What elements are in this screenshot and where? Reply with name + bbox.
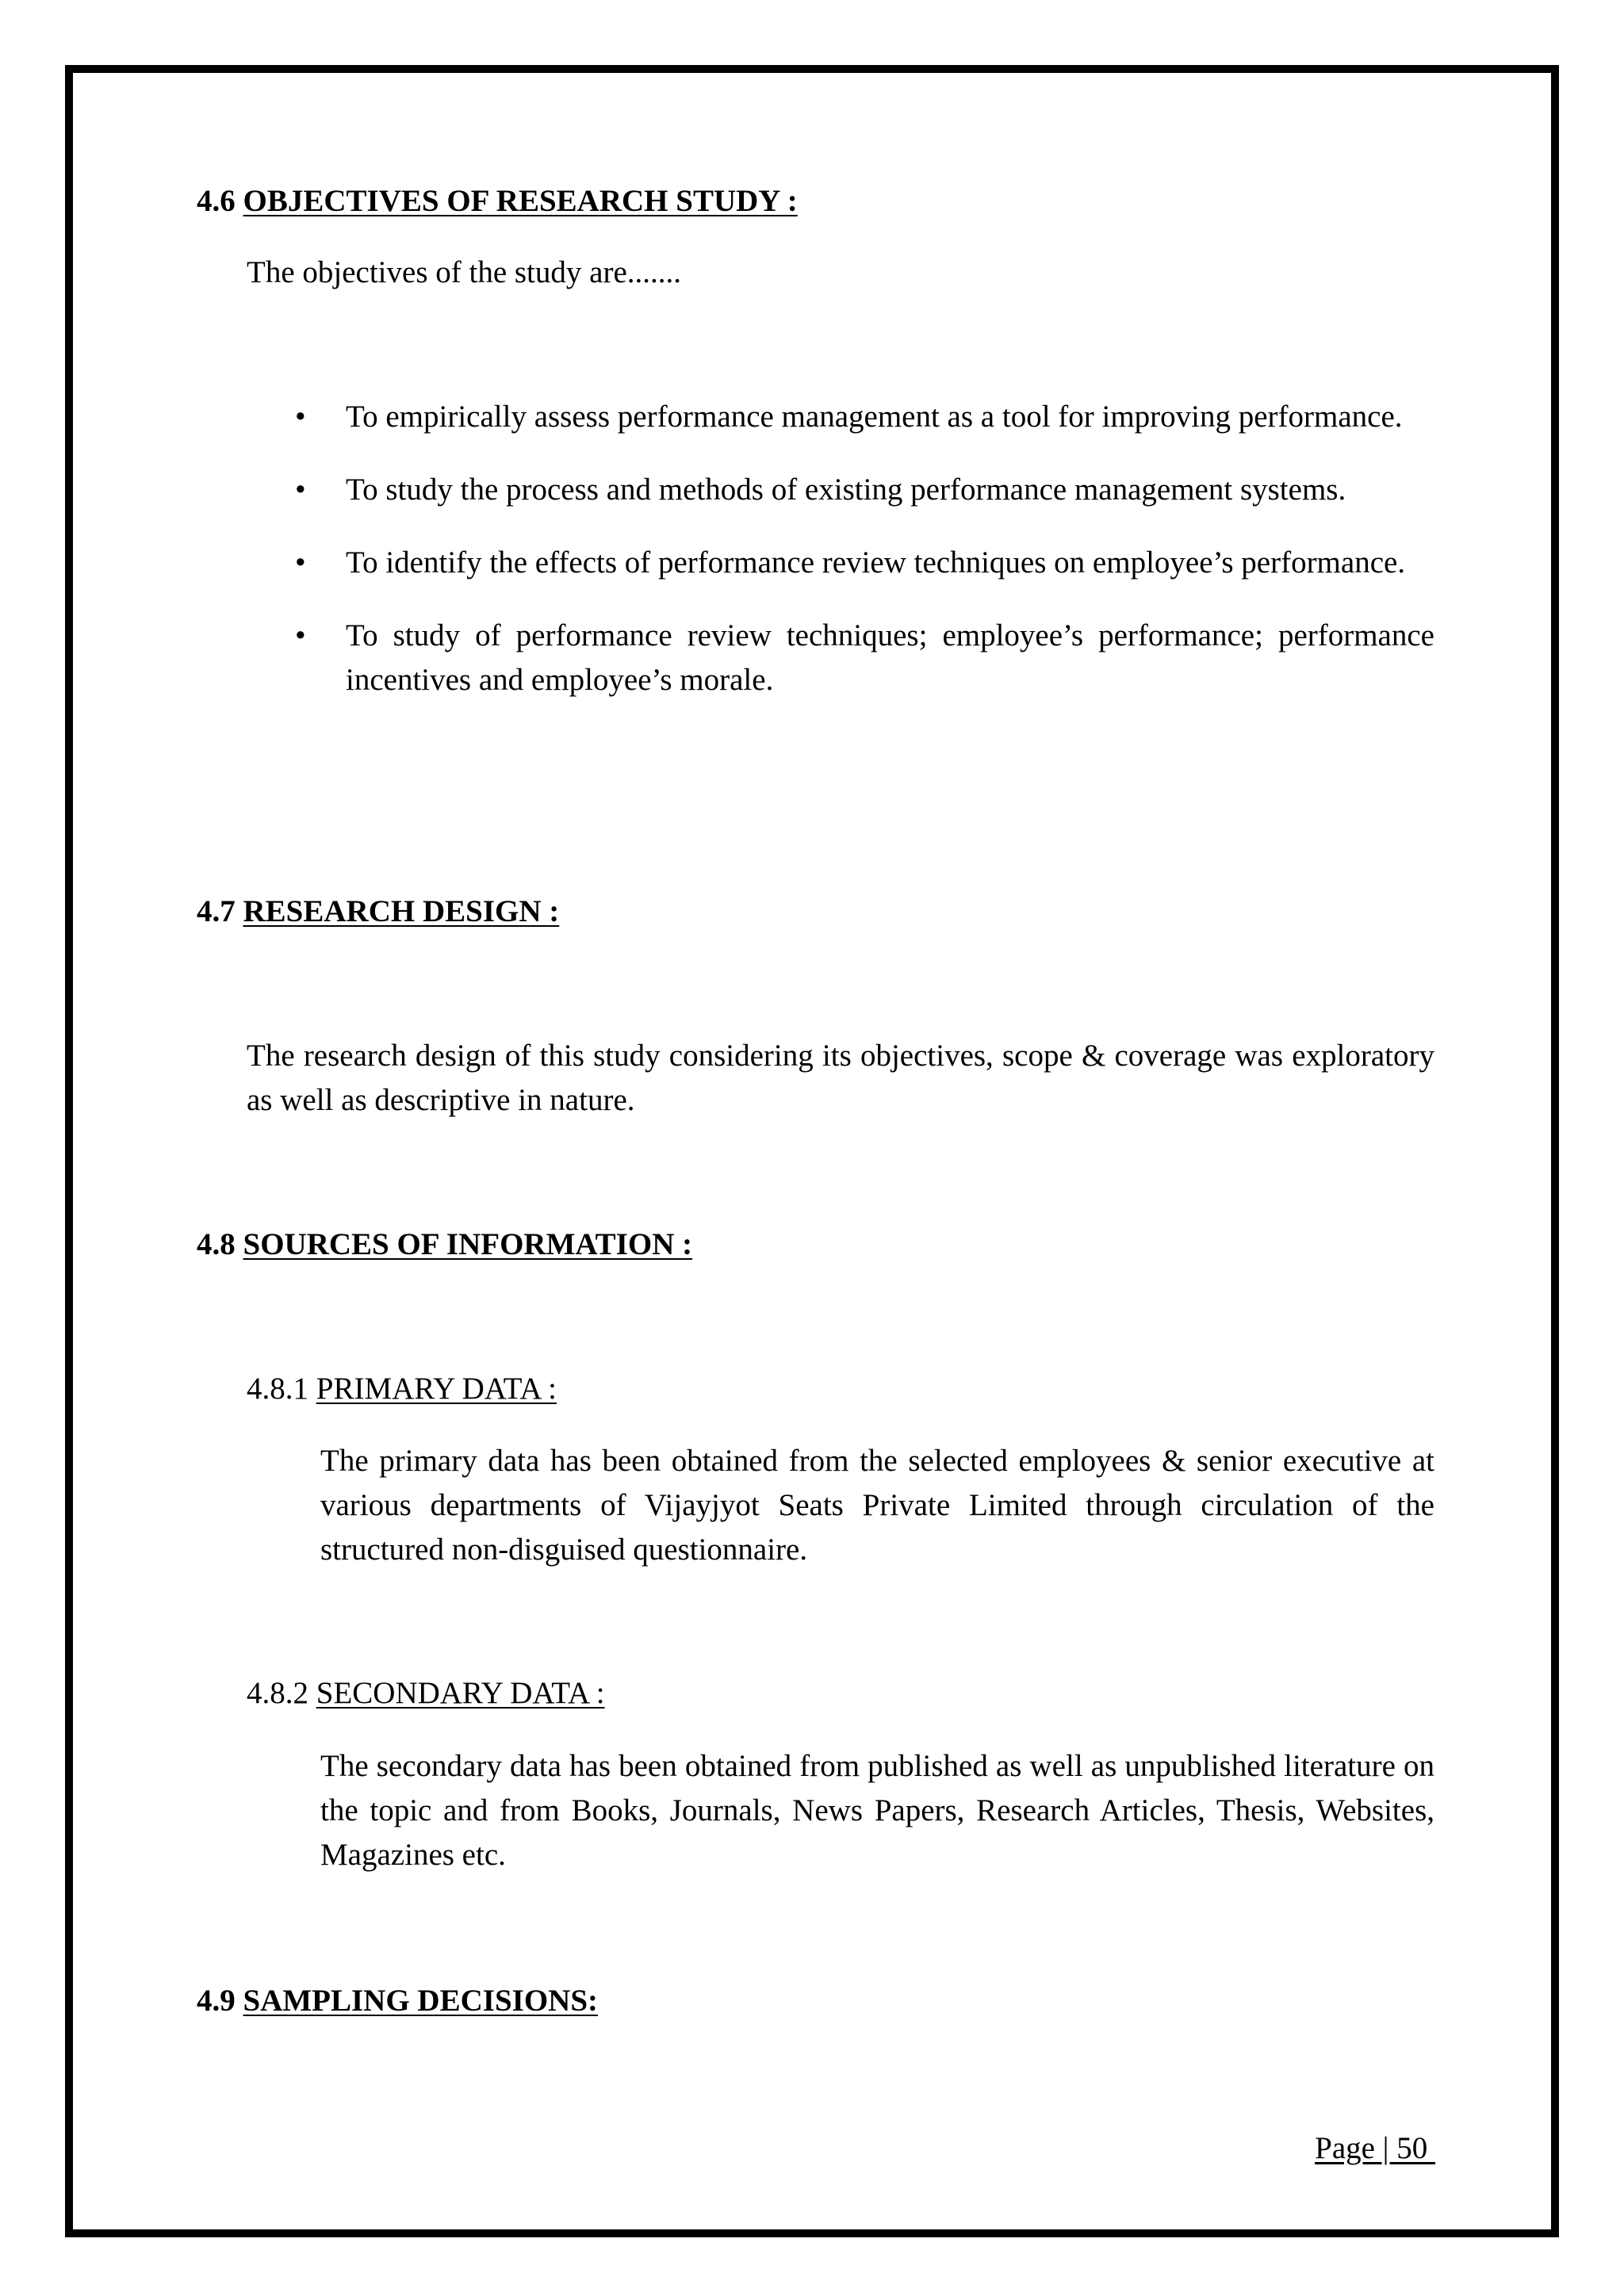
- section-heading-4-7: [197, 890, 559, 934]
- section-title: SOURCES OF INFORMATION :: [243, 1227, 693, 1261]
- section-title: OBJECTIVES OF RESEARCH STUDY :: [243, 184, 798, 218]
- subsection-title: PRIMARY DATA :: [316, 1372, 557, 1406]
- section-heading-4-8: [197, 1223, 692, 1267]
- objectives-intro: The objectives of the study are.......: [247, 255, 681, 289]
- bullet-icon: •: [295, 545, 306, 580]
- section-number: 4.9: [197, 1984, 236, 2018]
- subsection-title: SECONDARY DATA :: [316, 1676, 605, 1710]
- section-title: RESEARCH DESIGN :: [243, 894, 560, 928]
- section-number: 4.6: [197, 184, 236, 218]
- bullet-icon: •: [295, 400, 306, 434]
- section-number: 4.7: [197, 894, 236, 928]
- list-item: • To empirically assess performance management as a tool for improving performance.: [295, 395, 1434, 439]
- list-item: • To study the process and methods of existing performance management systems.: [295, 468, 1434, 512]
- research-design-body: The research design of this study considering its objectives, scope & coverage was exploratory as well as descriptive in nature.: [247, 1039, 1434, 1117]
- subsection-number: 4.8.2: [247, 1676, 308, 1710]
- page-number: Page | 50: [1315, 2131, 1435, 2165]
- page-border: [65, 65, 1559, 2237]
- list-item: • To study of performance review techniques; employee’s performance; performance incentives and employee’s morale.: [295, 614, 1434, 702]
- subsection-heading-4-8-2: [247, 1671, 605, 1716]
- subsection-number: 4.8.1: [247, 1372, 308, 1406]
- secondary-data-body: The secondary data has been obtained from published as well as unpublished literature on the topic and from Books, Journals, News Papers, Research Articles, Thesis, Websites, Magazines etc.: [320, 1749, 1434, 1872]
- section-heading-4-6: [197, 179, 798, 224]
- list-item: • To identify the effects of performance review techniques on employee’s performance.: [295, 541, 1434, 585]
- bullet-icon: •: [295, 618, 306, 652]
- section-title: SAMPLING DECISIONS:: [243, 1984, 598, 2018]
- objectives-list: [295, 395, 1434, 731]
- section-number: 4.8: [197, 1227, 236, 1261]
- primary-data-body: The primary data has been obtained from the selected employees & senior executive at various departments of Vijayjyot Seats Private Limited through circulation of the structured non-disguised questionnaire.: [320, 1444, 1434, 1567]
- bullet-icon: •: [295, 473, 306, 507]
- subsection-heading-4-8-1: [247, 1367, 557, 1411]
- section-heading-4-9: [197, 1979, 598, 2023]
